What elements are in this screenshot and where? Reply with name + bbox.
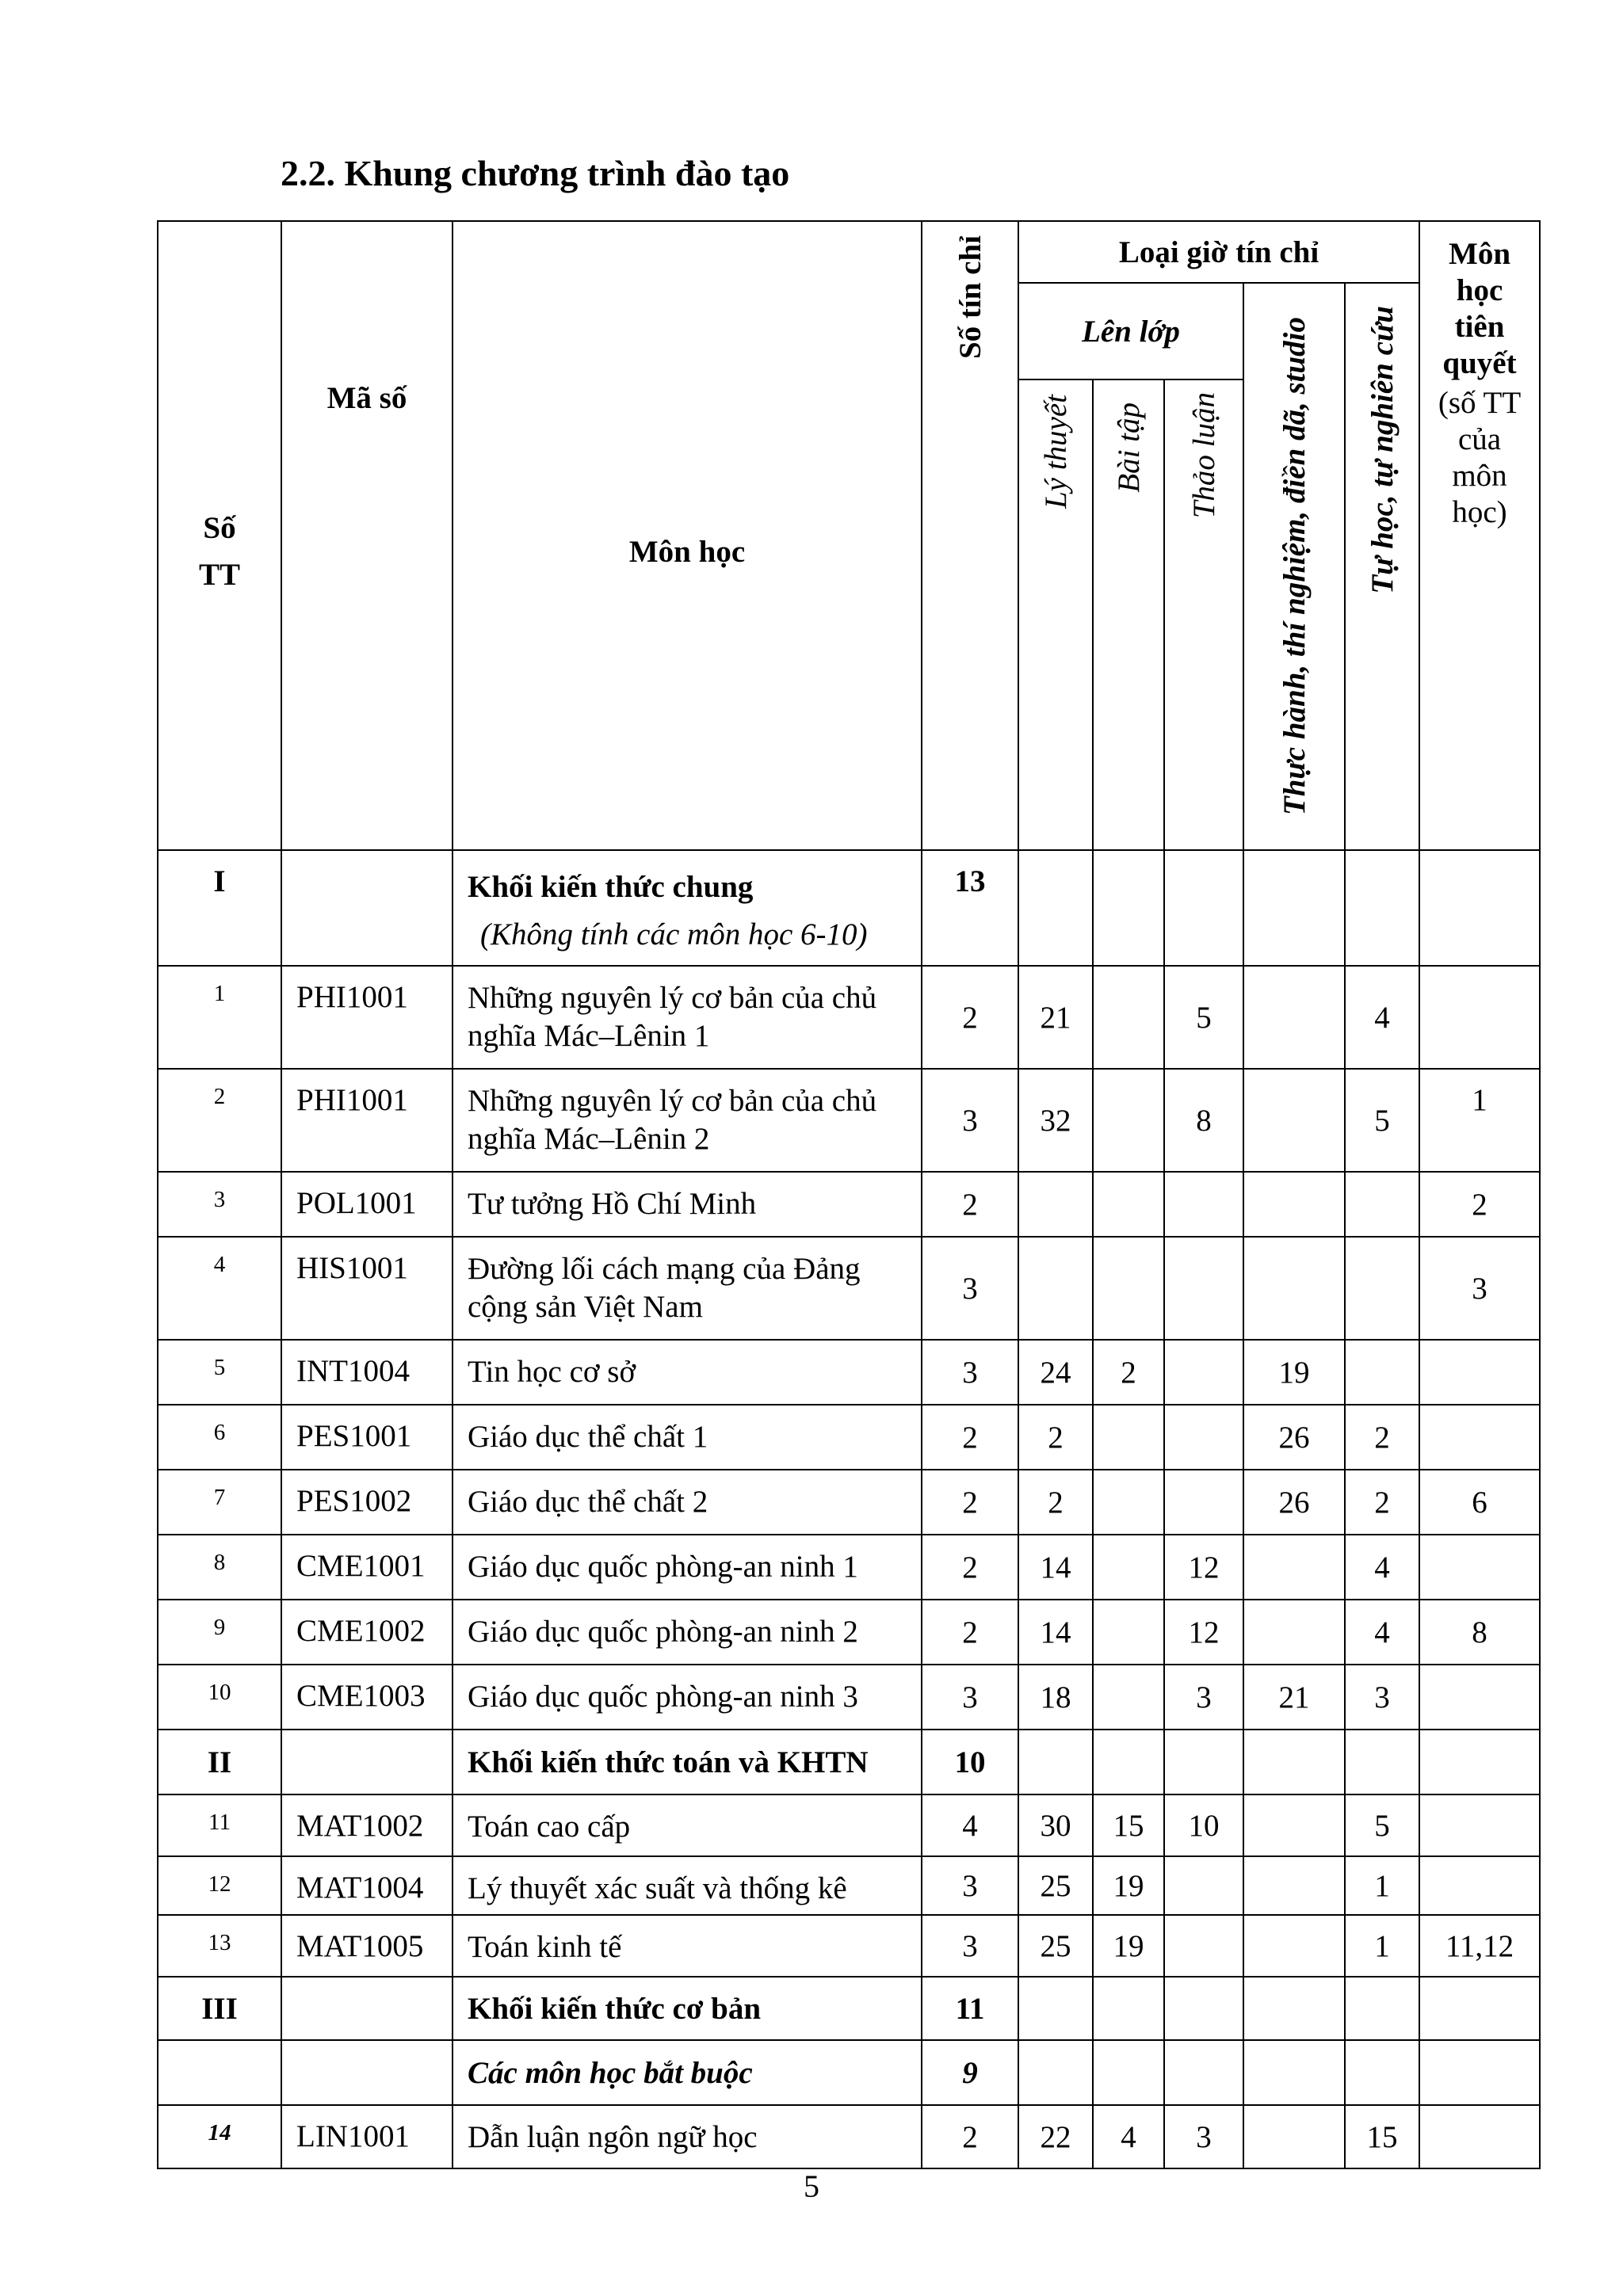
header-code: Mã số	[281, 221, 453, 850]
header-stt	[158, 221, 281, 850]
course-discussion-hours: 12	[1164, 1600, 1243, 1665]
course-code: INT1004	[281, 1340, 453, 1405]
course-name: Toán cao cấp	[453, 1794, 922, 1856]
course-name: Tư tưởng Hồ Chí Minh	[453, 1172, 922, 1237]
course-practice-hours	[1243, 966, 1345, 1069]
course-self-study-hours: 4	[1345, 1600, 1419, 1665]
course-discussion-hours	[1164, 1340, 1243, 1405]
table-row	[158, 1856, 1540, 1915]
prereq-line8: học)	[1452, 495, 1507, 529]
course-credits: 2	[922, 1172, 1018, 1237]
course-theory-hours: 2	[1018, 1405, 1093, 1470]
course-stt: 4	[158, 1237, 281, 1340]
course-prerequisite: 1	[1419, 1069, 1540, 1172]
course-practice-hours: 21	[1243, 1665, 1345, 1730]
group-credits: 13	[922, 850, 1018, 966]
group-roman: II	[158, 1730, 281, 1794]
header-stt-line2: TT	[198, 558, 241, 592]
empty-cell	[1093, 1977, 1164, 2040]
course-stt: 14	[158, 2105, 281, 2168]
course-theory-hours	[1018, 1172, 1093, 1237]
group-roman: III	[158, 1977, 281, 2040]
course-credits: 3	[922, 1915, 1018, 1977]
empty-cell	[1164, 850, 1243, 966]
header-practice	[1243, 283, 1345, 850]
course-stt: 11	[158, 1794, 281, 1856]
empty-cell	[1243, 2040, 1345, 2105]
course-name: Những nguyên lý cơ bản của chủ nghĩa Mác–Lênin 1	[453, 966, 922, 1069]
table-row	[158, 1535, 1540, 1600]
course-prerequisite	[1419, 1794, 1540, 1856]
prereq-line5: (số TT	[1438, 386, 1522, 420]
course-exercise-hours	[1093, 1665, 1164, 1730]
course-name: Đường lối cách mạng của Đảng cộng sản Việt Nam	[453, 1237, 922, 1340]
header-discussion-text: Thảo luận	[1186, 392, 1221, 519]
course-self-study-hours	[1345, 1340, 1419, 1405]
course-code: PHI1001	[281, 1069, 453, 1172]
course-code: MAT1002	[281, 1794, 453, 1856]
empty-cell	[1419, 2040, 1540, 2105]
course-practice-hours: 19	[1243, 1340, 1345, 1405]
course-code: CME1002	[281, 1600, 453, 1665]
table-row	[158, 1069, 1540, 1172]
course-practice-hours	[1243, 1069, 1345, 1172]
empty-cell	[1243, 1730, 1345, 1794]
course-self-study-hours: 1	[1345, 1856, 1419, 1915]
course-self-study-hours: 4	[1345, 966, 1419, 1069]
table-body	[158, 850, 1540, 2168]
course-name: Lý thuyết xác suất và thống kê	[453, 1856, 922, 1915]
table-row	[158, 1172, 1540, 1237]
table-row	[158, 1915, 1540, 1977]
course-practice-hours	[1243, 1172, 1345, 1237]
course-exercise-hours: 19	[1093, 1856, 1164, 1915]
group-code	[281, 1730, 453, 1794]
group-code	[281, 850, 453, 966]
course-name: Dẫn luận ngôn ngữ học	[453, 2105, 922, 2168]
course-practice-hours: 26	[1243, 1405, 1345, 1470]
empty-cell	[1345, 1977, 1419, 2040]
course-exercise-hours: 19	[1093, 1915, 1164, 1977]
header-exercise	[1093, 379, 1164, 850]
empty-cell	[1018, 2040, 1093, 2105]
table-row	[158, 1340, 1540, 1405]
course-discussion-hours	[1164, 1172, 1243, 1237]
table-row	[158, 2105, 1540, 2168]
course-code: PES1001	[281, 1405, 453, 1470]
course-prerequisite	[1419, 1405, 1540, 1470]
course-exercise-hours	[1093, 1600, 1164, 1665]
group-name: Khối kiến thức cơ bản	[453, 1977, 922, 2040]
header-theory	[1018, 379, 1093, 850]
course-practice-hours	[1243, 1600, 1345, 1665]
course-credits: 3	[922, 1069, 1018, 1172]
course-theory-hours: 25	[1018, 1856, 1093, 1915]
course-credits: 3	[922, 1665, 1018, 1730]
empty-cell	[1345, 850, 1419, 966]
group-row	[158, 1730, 1540, 1794]
course-prerequisite: 8	[1419, 1600, 1540, 1665]
course-exercise-hours	[1093, 1535, 1164, 1600]
course-theory-hours: 32	[1018, 1069, 1093, 1172]
course-code: MAT1005	[281, 1915, 453, 1977]
group-code	[281, 2040, 453, 2105]
course-stt: 6	[158, 1405, 281, 1470]
course-self-study-hours: 15	[1345, 2105, 1419, 2168]
course-credits: 2	[922, 2105, 1018, 2168]
course-discussion-hours: 3	[1164, 1665, 1243, 1730]
header-hours-group: Loại giờ tín chỉ	[1018, 221, 1419, 283]
header-self-study-text: Tự học, tự nghiên cứu	[1365, 306, 1400, 594]
course-prerequisite: 2	[1419, 1172, 1540, 1237]
prereq-line4: quyết	[1442, 346, 1517, 380]
course-theory-hours: 18	[1018, 1665, 1093, 1730]
prereq-line1: Môn	[1449, 237, 1511, 271]
course-credits: 2	[922, 1535, 1018, 1600]
course-self-study-hours: 1	[1345, 1915, 1419, 1977]
group-row	[158, 1977, 1540, 2040]
course-theory-hours: 30	[1018, 1794, 1093, 1856]
course-discussion-hours	[1164, 1856, 1243, 1915]
empty-cell	[1093, 2040, 1164, 2105]
course-code: POL1001	[281, 1172, 453, 1237]
group-note: (Không tính các môn học 6-10)	[480, 917, 868, 952]
course-discussion-hours	[1164, 1237, 1243, 1340]
course-prerequisite	[1419, 1535, 1540, 1600]
course-stt: 7	[158, 1470, 281, 1535]
course-prerequisite	[1419, 1856, 1540, 1915]
header-subject: Môn học	[453, 221, 922, 850]
group-credits: 11	[922, 1977, 1018, 2040]
course-discussion-hours	[1164, 1470, 1243, 1535]
header-stt-line1: Số	[203, 511, 236, 545]
empty-cell	[1419, 1730, 1540, 1794]
empty-cell	[1018, 850, 1093, 966]
course-discussion-hours: 5	[1164, 966, 1243, 1069]
course-theory-hours: 24	[1018, 1340, 1093, 1405]
course-discussion-hours	[1164, 1915, 1243, 1977]
table-row	[158, 1470, 1540, 1535]
course-stt: 9	[158, 1600, 281, 1665]
course-prerequisite	[1419, 1665, 1540, 1730]
course-code: HIS1001	[281, 1237, 453, 1340]
course-exercise-hours	[1093, 966, 1164, 1069]
course-discussion-hours: 12	[1164, 1535, 1243, 1600]
course-self-study-hours: 5	[1345, 1069, 1419, 1172]
course-practice-hours: 26	[1243, 1470, 1345, 1535]
table-row	[158, 1237, 1540, 1340]
course-name: Giáo dục quốc phòng-an ninh 2	[453, 1600, 922, 1665]
course-exercise-hours	[1093, 1069, 1164, 1172]
course-discussion-hours	[1164, 1405, 1243, 1470]
header-prerequisite	[1419, 221, 1540, 850]
course-theory-hours: 22	[1018, 2105, 1093, 2168]
course-stt: 3	[158, 1172, 281, 1237]
course-discussion-hours: 3	[1164, 2105, 1243, 2168]
course-practice-hours	[1243, 1535, 1345, 1600]
table-row	[158, 1794, 1540, 1856]
empty-cell	[1018, 1730, 1093, 1794]
table-row	[158, 966, 1540, 1069]
group-name: Khối kiến thức toán và KHTN	[453, 1730, 922, 1794]
group-credits: 9	[922, 2040, 1018, 2105]
course-theory-hours: 14	[1018, 1535, 1093, 1600]
prereq-line2: học	[1456, 273, 1503, 307]
course-discussion-hours: 10	[1164, 1794, 1243, 1856]
course-prerequisite: 11,12	[1419, 1915, 1540, 1977]
course-self-study-hours	[1345, 1172, 1419, 1237]
course-credits: 3	[922, 1237, 1018, 1340]
course-theory-hours: 2	[1018, 1470, 1093, 1535]
empty-cell	[1093, 850, 1164, 966]
course-name: Giáo dục thể chất 1	[453, 1405, 922, 1470]
course-exercise-hours: 4	[1093, 2105, 1164, 2168]
group-roman: I	[158, 850, 281, 966]
header-credits	[922, 221, 1018, 850]
course-theory-hours: 21	[1018, 966, 1093, 1069]
header-self-study	[1345, 283, 1419, 850]
group-name: Khối kiến thức chung	[468, 870, 754, 904]
section-title: 2.2. Khung chương trình đào tạo	[281, 153, 790, 193]
course-theory-hours: 14	[1018, 1600, 1093, 1665]
course-self-study-hours	[1345, 1237, 1419, 1340]
course-theory-hours	[1018, 1237, 1093, 1340]
course-code: PHI1001	[281, 966, 453, 1069]
course-self-study-hours: 2	[1345, 1405, 1419, 1470]
empty-cell	[1345, 1730, 1419, 1794]
table-row	[158, 1600, 1540, 1665]
group-code	[281, 1977, 453, 2040]
empty-cell	[1419, 850, 1540, 966]
empty-cell	[1018, 1977, 1093, 2040]
course-stt: 5	[158, 1340, 281, 1405]
course-prerequisite: 3	[1419, 1237, 1540, 1340]
empty-cell	[1345, 2040, 1419, 2105]
group-roman	[158, 2040, 281, 2105]
course-self-study-hours: 4	[1345, 1535, 1419, 1600]
course-name: Giáo dục quốc phòng-an ninh 1	[453, 1535, 922, 1600]
course-practice-hours	[1243, 1237, 1345, 1340]
course-self-study-hours: 2	[1345, 1470, 1419, 1535]
course-practice-hours	[1243, 1794, 1345, 1856]
course-stt: 1	[158, 966, 281, 1069]
course-name: Tin học cơ sở	[453, 1340, 922, 1405]
course-credits: 2	[922, 1405, 1018, 1470]
course-code: MAT1004	[281, 1856, 453, 1915]
group-row	[158, 2040, 1540, 2105]
table-row	[158, 1665, 1540, 1730]
course-code: CME1001	[281, 1535, 453, 1600]
course-stt: 10	[158, 1665, 281, 1730]
course-code: PES1002	[281, 1470, 453, 1535]
course-credits: 3	[922, 1856, 1018, 1915]
header-exercise-text: Bài tập	[1111, 402, 1146, 493]
course-credits: 2	[922, 1600, 1018, 1665]
course-stt: 12	[158, 1856, 281, 1915]
group-credits: 10	[922, 1730, 1018, 1794]
course-self-study-hours: 5	[1345, 1794, 1419, 1856]
course-code: CME1003	[281, 1665, 453, 1730]
header-credits-text: Số tín chỉ	[953, 235, 987, 360]
course-credits: 2	[922, 966, 1018, 1069]
header-practice-text: Thực hành, thí nghiệm, điền dã, studio	[1277, 317, 1312, 816]
course-name: Giáo dục thể chất 2	[453, 1470, 922, 1535]
header-discussion	[1164, 379, 1243, 850]
empty-cell	[1164, 2040, 1243, 2105]
course-stt: 2	[158, 1069, 281, 1172]
course-prerequisite	[1419, 966, 1540, 1069]
page-number: 5	[804, 2168, 819, 2204]
course-credits: 2	[922, 1470, 1018, 1535]
prereq-line7: môn	[1452, 459, 1507, 493]
course-name: Toán kinh tế	[453, 1915, 922, 1977]
course-exercise-hours	[1093, 1470, 1164, 1535]
empty-cell	[1093, 1730, 1164, 1794]
course-code: LIN1001	[281, 2105, 453, 2168]
course-stt: 13	[158, 1915, 281, 1977]
course-stt: 8	[158, 1535, 281, 1600]
course-practice-hours	[1243, 1856, 1345, 1915]
empty-cell	[1164, 1977, 1243, 2040]
prereq-line3: tiên	[1454, 310, 1505, 344]
course-practice-hours	[1243, 2105, 1345, 2168]
course-name: Những nguyên lý cơ bản của chủ nghĩa Mác–Lênin 2	[453, 1069, 922, 1172]
course-exercise-hours	[1093, 1405, 1164, 1470]
course-exercise-hours	[1093, 1172, 1164, 1237]
empty-cell	[1243, 850, 1345, 966]
empty-cell	[1243, 1977, 1345, 2040]
curriculum-table	[157, 220, 1541, 2169]
course-exercise-hours	[1093, 1237, 1164, 1340]
course-prerequisite: 6	[1419, 1470, 1540, 1535]
course-practice-hours	[1243, 1915, 1345, 1977]
course-self-study-hours: 3	[1345, 1665, 1419, 1730]
group-name-cell	[453, 850, 922, 966]
course-theory-hours: 25	[1018, 1915, 1093, 1977]
course-discussion-hours: 8	[1164, 1069, 1243, 1172]
course-credits: 3	[922, 1340, 1018, 1405]
empty-cell	[1419, 1977, 1540, 2040]
table-row	[158, 1405, 1540, 1470]
course-name: Giáo dục quốc phòng-an ninh 3	[453, 1665, 922, 1730]
prereq-line6: của	[1457, 422, 1502, 456]
course-credits: 4	[922, 1794, 1018, 1856]
course-exercise-hours: 15	[1093, 1794, 1164, 1856]
header-theory-text: Lý thuyết	[1038, 394, 1073, 509]
group-row	[158, 850, 1540, 966]
group-name: Các môn học bắt buộc	[453, 2040, 922, 2105]
empty-cell	[1164, 1730, 1243, 1794]
course-prerequisite	[1419, 2105, 1540, 2168]
header-classroom: Lên lớp	[1018, 283, 1243, 379]
course-prerequisite	[1419, 1340, 1540, 1405]
course-exercise-hours: 2	[1093, 1340, 1164, 1405]
